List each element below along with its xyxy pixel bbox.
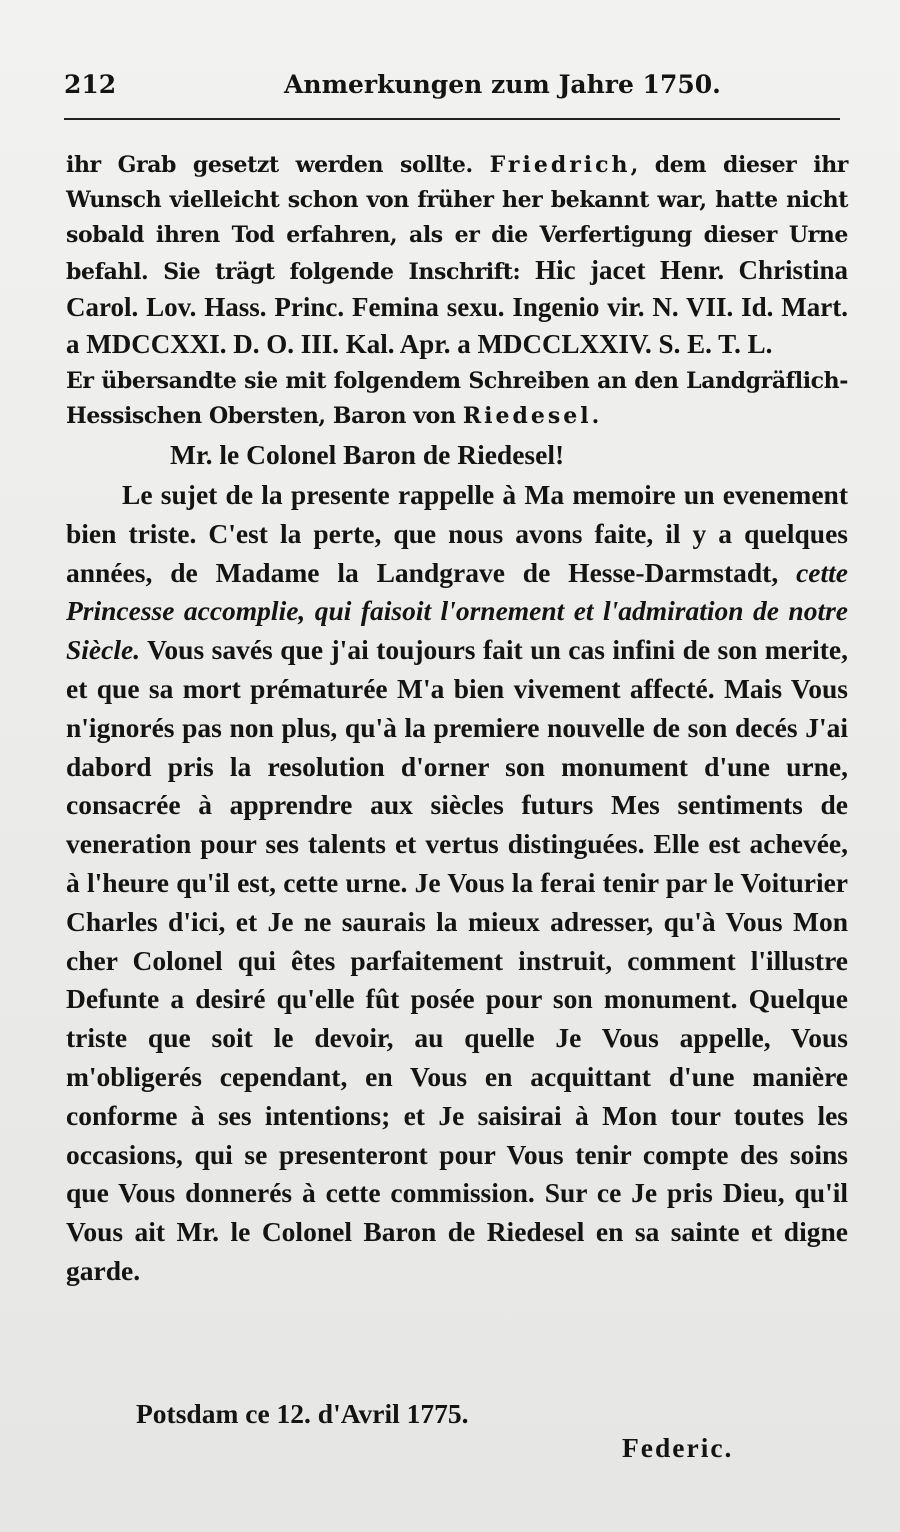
header-rule: [64, 118, 840, 120]
letter-signature: Federic.: [622, 1432, 734, 1463]
german-text: ihr Grab gesetzt werden sollte.: [66, 152, 490, 178]
page-number: 212: [64, 70, 117, 99]
latin-inscription: Hic jacet Henr. Christina Carol. Lov. Hass. Princ. Femina sexu. Ingenio vir. N. VII. Id. Mart. a MDCCXXI. D. O. III. Kal. Apr. a MDCCLXXIV. S. E. T. L.: [66, 255, 848, 359]
letter-text: Le sujet de la presente rappelle à Ma memoire un evenement bien triste. C'est la perte, que nous avons faite, il y a quelques années, de Madame la Landgrave de Hesse-Darmstadt,: [66, 479, 848, 588]
german-text: .: [591, 403, 599, 429]
page-header: [64, 70, 840, 110]
person-name-friedrich: Friedrich: [489, 152, 631, 178]
letter-place-date: Potsdam ce 12. d'Avril 1775.: [136, 1398, 469, 1429]
letter-body: [66, 476, 848, 1291]
letter-salutation: Mr. le Colonel Baron de Riedesel!: [170, 439, 565, 470]
letter-italic-text: cette Princesse accomplie, qui faisoit l'ornement et l'admiration de notre Siècle.: [66, 556, 848, 666]
running-head: Anmerkungen zum Jahre 1750.: [284, 70, 721, 99]
german-text: , dem dieser ihr Wunsch vielleicht schon von früher her bekannt war, hatte nicht sobald ihren Tod erfahren, als er die Verfertigung dieser Urne befahl. Sie trägt folgende Inschrift:: [66, 152, 848, 285]
person-name-riedesel: Riedesel: [462, 403, 592, 429]
german-text: Er übersandte sie mit folgendem Schreiben an den Landgräflich-Hessischen Obersten, Baron von: [66, 368, 848, 429]
german-paragraph-inscription: [66, 148, 848, 364]
page-body: [66, 148, 848, 1291]
letter-text: Vous savés que j'ai toujours fait un cas infini de son merite, et que sa mort prématurée M'a bien vivement affecté. Mais Vous n'ignorés pas non plus, qu'à la premiere nouvelle de son decés J'ai dabord pris la resolution d'orner son monument d'une urne, consacrée à apprendre aux siècles futurs Mes sentiments de veneration pour ses talents et vertus distinguées. Elle est achevée, à l'heure qu'il est, cette urne. Je Vous la ferai tenir par le Voiturier Charles d'ici, et Je ne saurais la mieux adresser, qu'à Vous Mon cher Colonel qui êtes parfaitement instruit, comment l'illustre Defunte a desiré qu'elle fût posée pour son monument. Quelque triste que soit le devoir, au quelle Je Vous appelle, Vous m'obligerés cependant, en Vous en acquittant d'une manière conforme à ses intentions; et Je saisirai à Mon tour toutes les occasions, qui se presenteront pour Vous tenir compte des soins que Vous donnerés à cette commission. Sur ce Je pris Dieu, qu'il Vous ait Mr. le Colonel Baron de Riedesel en sa sainte et digne garde.: [66, 634, 848, 1286]
german-paragraph-letter-intro: [66, 364, 848, 434]
